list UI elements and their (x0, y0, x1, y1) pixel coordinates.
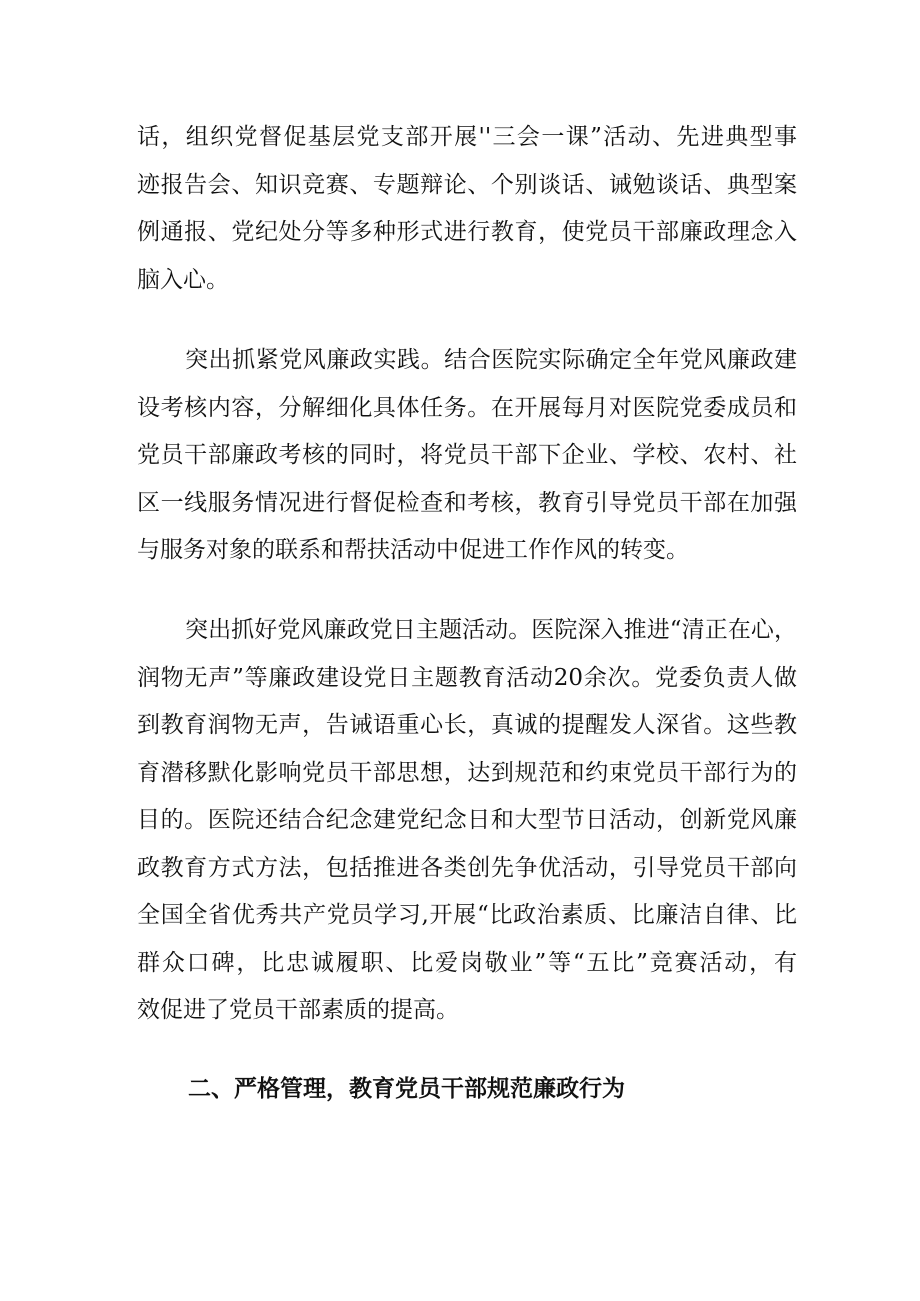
paragraph-3 (137, 607, 797, 1035)
paragraph-1-line-2: 迹报告会、知识竞赛、专题辩论、个别谈话、诫勉谈话、典型案 (137, 171, 797, 198)
paragraph-2-line-4: 区一线服务情况进行督促检查和考核，教育引导党员干部在加强 (137, 489, 797, 516)
paragraph-3-line-6: 政教育方式方法，包括推进各类创先争优活动，引导党员干部向 (137, 854, 797, 881)
paragraph-3-line-5: 目的。医院还结合纪念建党纪念日和大型节日活动，创新党风廉 (137, 807, 797, 833)
section-heading: 二、严格管理，教育党员干部规范廉政行为 (188, 1076, 625, 1102)
paragraph-3-line-1: 突出抓好党风廉政党日主题活动。医院深入推进“清正在心， (185, 617, 797, 643)
paragraph-3-line-2: 润物无声”等廉政建设党日主题教育活动20余次。党委负责人做 (137, 664, 797, 691)
paragraph-2-line-1: 突出抓紧党风廉政实践。结合医院实际确定全年党风廉政建 (185, 347, 797, 373)
paragraph-3-line-3: 到教育润物无声，告诫语重心长，真诚的提醒发人深省。这些教 (137, 712, 797, 738)
paragraph-1 (137, 114, 797, 304)
paragraph-3-line-7: 全国全省优秀共产党员学习,开展“比政治素质、比廉洁自律、比 (137, 902, 797, 928)
paragraph-2 (137, 337, 797, 575)
paragraph-1-line-3: 例通报、党纪处分等多种形式进行教育，使党员干部廉政理念入 (137, 219, 797, 245)
paragraph-3-line-9: 效促进了党员干部素质的提高。 (137, 997, 459, 1023)
paragraph-2-line-2: 设考核内容，分解细化具体任务。在开展每月对医院党委成员和 (137, 394, 797, 421)
paragraph-2-line-5: 与服务对象的联系和帮扶活动中促进工作作风的转变。 (137, 537, 689, 563)
paragraph-2-line-3: 党员干部廉政考核的同时，将党员干部下企业、学校、农村、社 (137, 442, 797, 468)
paragraph-1-line-1: 话，组织党督促基层党支部开展''三会一课”活动、先进典型事 (137, 124, 797, 150)
paragraph-3-line-8: 群众口碑，比忠诚履职、比爱岗敬业”等“五比”竞赛活动，有 (137, 949, 797, 976)
paragraph-3-line-4: 育潜移默化影响党员干部思想，达到规范和约束党员干部行为的 (137, 759, 797, 786)
paragraph-1-line-4: 脑入心。 (137, 266, 229, 293)
